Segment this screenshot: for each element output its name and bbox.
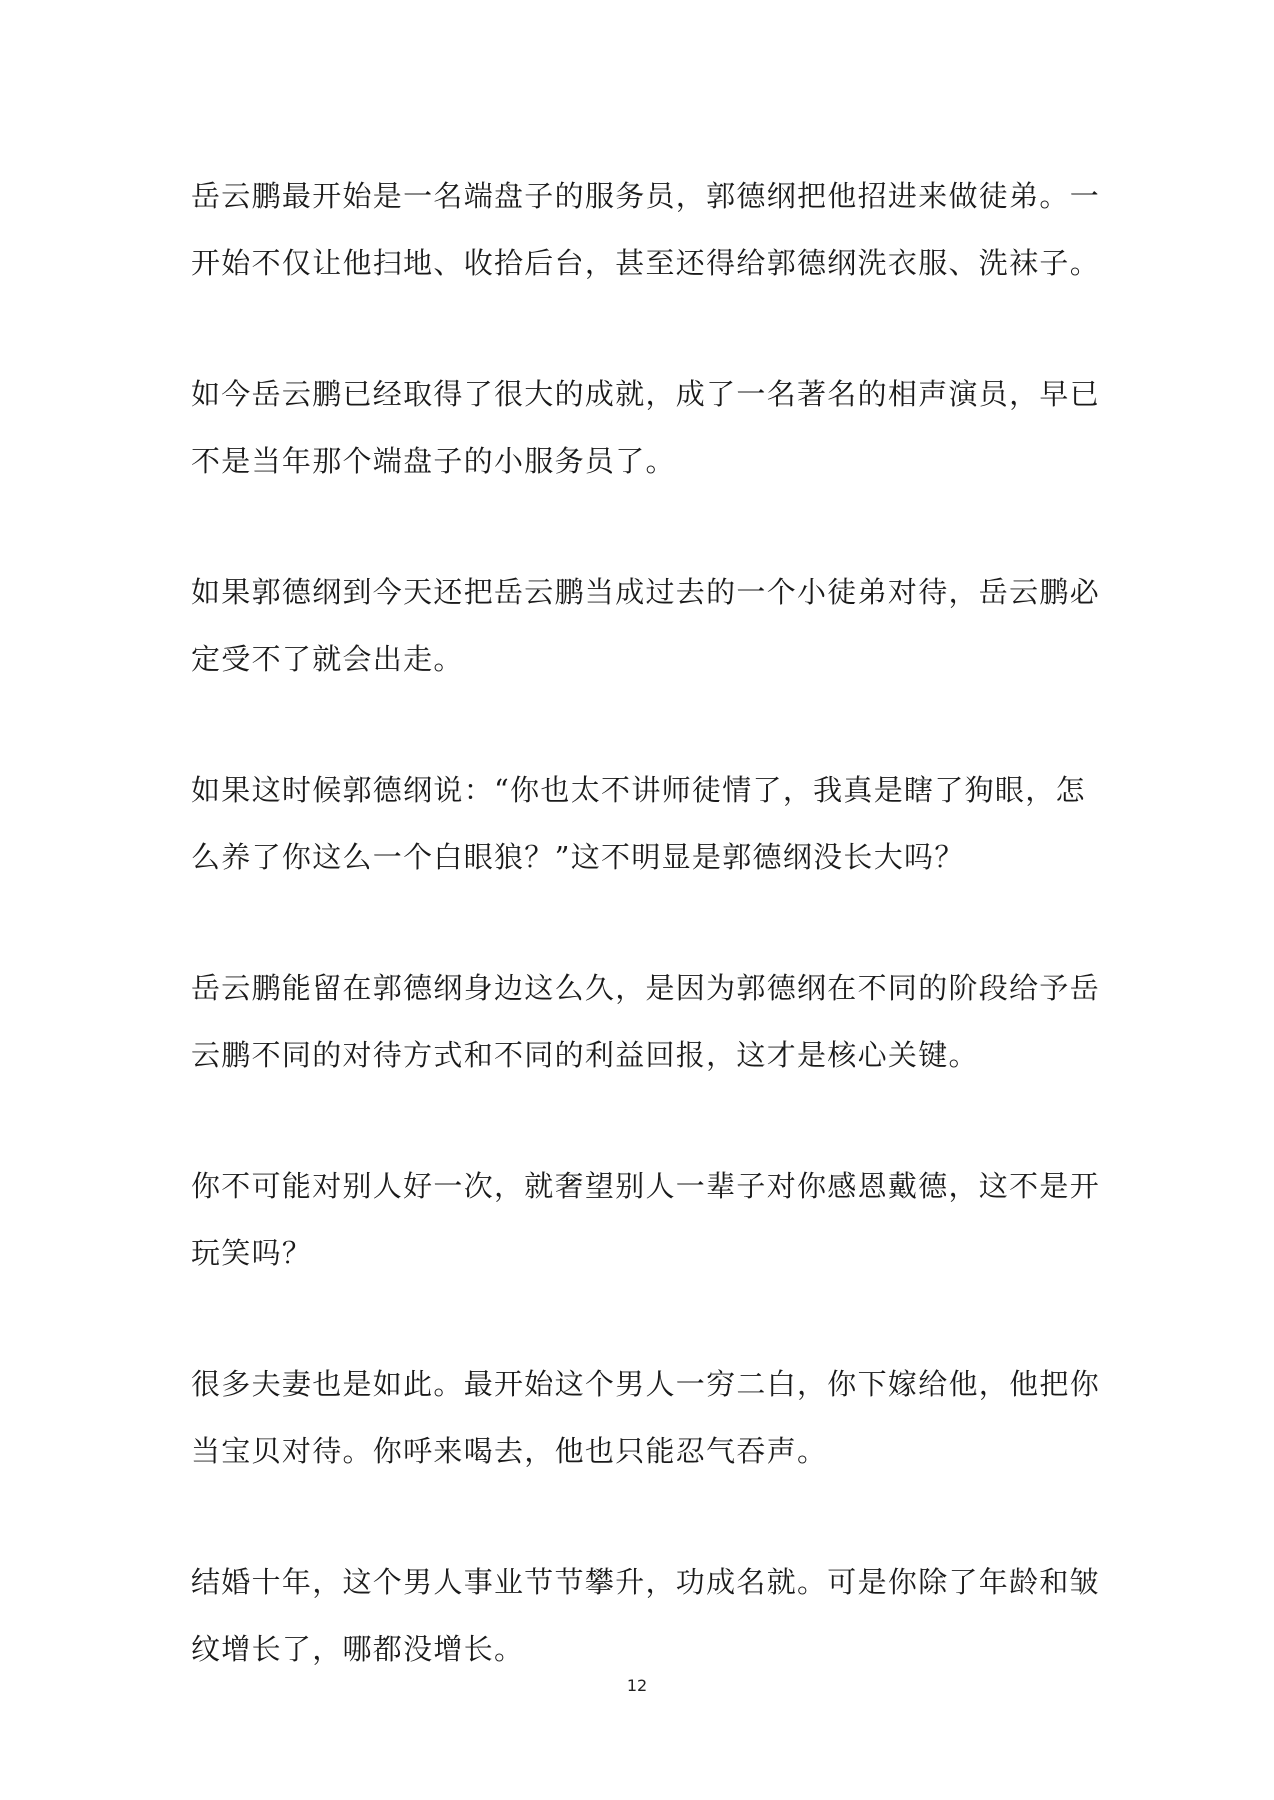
paragraph-line: 么养了你这么一个白眼狼？”这不明显是郭德纲没长大吗？ <box>191 840 965 874</box>
paragraph-line: 云鹏不同的对待方式和不同的利益回报，这才是核心关键。 <box>191 1038 979 1072</box>
paragraph-7 <box>191 1351 1101 1485</box>
paragraph-5 <box>191 955 1101 1089</box>
paragraph-line: 定受不了就会出走。 <box>191 642 464 676</box>
paragraph-line: 不是当年那个端盘子的小服务员了。 <box>191 444 676 478</box>
document-body <box>191 163 1101 1747</box>
paragraph-4 <box>191 757 1091 891</box>
paragraph-line: 如果郭德纲到今天还把岳云鹏当成过去的一个小徒弟对待，岳云鹏必 <box>191 575 1101 609</box>
paragraph-line: 当宝贝对待。你呼来喝去，他也只能忍气吞声。 <box>191 1434 828 1468</box>
paragraph-3 <box>191 559 1101 693</box>
paragraph-line: 纹增长了，哪都没增长。 <box>191 1632 525 1666</box>
paragraph-line: 岳云鹏能留在郭德纲身边这么久，是因为郭德纲在不同的阶段给予岳 <box>191 971 1101 1005</box>
page-number: 12 <box>626 1676 648 1695</box>
paragraph-line: 很多夫妻也是如此。最开始这个男人一穷二白，你下嫁给他，他把你 <box>191 1367 1101 1401</box>
paragraph-line: 你不可能对别人好一次，就奢望别人一辈子对你感恩戴德，这不是开 <box>191 1169 1101 1203</box>
paragraph-6 <box>191 1153 1101 1287</box>
paragraph-2 <box>191 361 1101 495</box>
paragraph-line: 结婚十年，这个男人事业节节攀升，功成名就。可是你除了年龄和皱 <box>191 1565 1101 1599</box>
paragraph-line: 开始不仅让他扫地、收拾后台，甚至还得给郭德纲洗衣服、洗袜子。 <box>191 246 1101 280</box>
paragraph-line: 玩笑吗？ <box>191 1236 313 1270</box>
paragraph-1 <box>191 163 1101 297</box>
paragraph-8 <box>191 1549 1101 1683</box>
paragraph-line: 岳云鹏最开始是一名端盘子的服务员，郭德纲把他招进来做徒弟。一 <box>191 179 1101 213</box>
paragraph-line: 如今岳云鹏已经取得了很大的成就，成了一名著名的相声演员，早已 <box>191 377 1101 411</box>
paragraph-line: 如果这时候郭德纲说：“你也太不讲师徒情了，我真是瞎了狗眼，怎 <box>191 773 1086 807</box>
